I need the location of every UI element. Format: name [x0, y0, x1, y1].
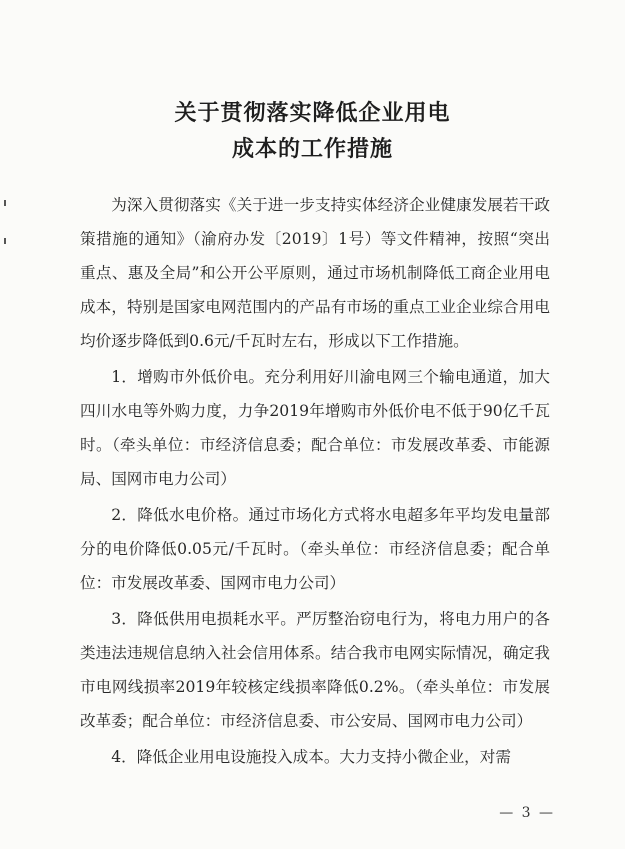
scan-edge-mark	[4, 238, 6, 244]
document-title-line1: 关于贯彻落实降低企业用电	[174, 100, 451, 126]
document-title-line2: 成本的工作措施	[231, 136, 393, 162]
document-body	[80, 188, 550, 776]
page-number: — 3 —	[499, 805, 555, 821]
scan-edge-mark	[4, 200, 6, 206]
measure-1-paragraph: 1．增购市外低价电。充分利用好川渝电网三个输电通道，加大四川水电等外购力度，力争2019年增购市外低价电不低于90亿千瓦时。（牵头单位：市经济信息委；配合单位：市发展改革委、市能源局、国网市电力公司）	[80, 368, 550, 488]
measure-3-paragraph: 3．降低供用电损耗水平。严厉整治窃电行为，将电力用户的各类违法违规信息纳入社会信用体系。结合我市电网实际情况，确定我市电网线损率2019年较核定线损率降低0.2%。（牵头单位：市发展改革委；配合单位：市经济信息委、市公安局、国网市电力公司）	[80, 610, 550, 730]
measure-4-paragraph: 4．降低企业用电设施投入成本。大力支持小微企业，对需	[111, 748, 511, 766]
measure-2-paragraph: 2．降低水电价格。通过市场化方式将水电超多年平均发电量部分的电价降低0.05元/千瓦时。（牵头单位：市经济信息委；配合单位：市发展改革委、国网市电力公司）	[80, 506, 550, 592]
intro-paragraph: 为深入贯彻落实《关于进一步支持实体经济企业健康发展若干政策措施的通知》（渝府办发〔2019〕1号）等文件精神，按照“突出重点、惠及全局”和公开公平原则，通过市场机制降低工商企业用电成本，特别是国家电网范围内的产品有市场的重点工业企业综合用电均价逐步降低到0.6元/千瓦时左右，形成以下工作措施。	[80, 196, 550, 350]
